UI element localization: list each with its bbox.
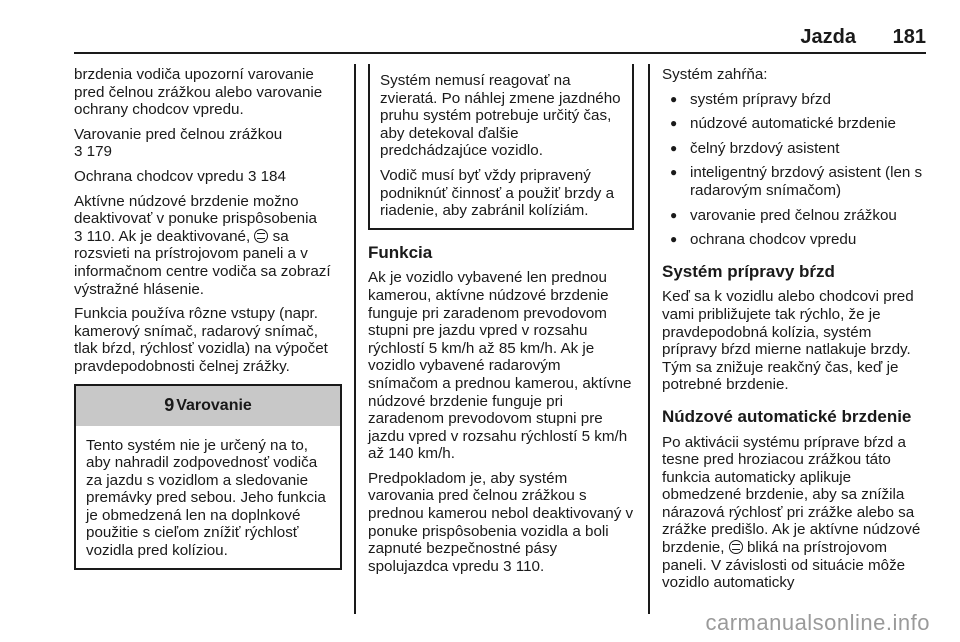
list-item: ● varovanie pred čelnou zrážkou: [662, 207, 930, 225]
column-1: [74, 66, 342, 570]
column-2: [368, 66, 634, 582]
warning-continuation-box: [368, 64, 634, 230]
paragraph: brzdenia vodiča upozorní varovanie pred čelnou zrážkou alebo varovanie ochrany chodcov vpredu.: [74, 66, 323, 119]
text: Ak je deaktivované,: [115, 227, 251, 245]
header-rule: [74, 52, 926, 54]
paragraph: Vodič musí byť vždy pripravený podniknúť činnosť a použiť brzdy a riadenie, aby zabránil kolíziám.: [380, 166, 615, 220]
section-heading: Núdzové automatické brzdenie: [662, 406, 912, 426]
warning-triangle-icon: 9: [164, 394, 175, 415]
collision-warning-icon: [729, 540, 743, 554]
collision-warning-icon: [254, 229, 268, 243]
paragraph: [662, 434, 930, 592]
page-ref-link[interactable]: 3 179: [74, 143, 113, 161]
paragraph: [74, 193, 342, 299]
watermark: carmanualsonline.info: [705, 610, 930, 635]
page-number: 181: [892, 26, 926, 48]
warning-box: [74, 384, 342, 570]
list-item: ● núdzové automatické brzdenie: [662, 115, 930, 133]
paragraph: [368, 470, 634, 576]
list-item: ● inteligentný brzdový asistent (len s radarovým snímačom): [662, 164, 930, 199]
page-ref-link[interactable]: 3 110.: [74, 227, 116, 245]
page-header: [74, 26, 926, 50]
section-title: Jazda: [800, 26, 856, 48]
text: Predpokladom je, aby systém varovania pred čelnou zrážkou s prednou kamerou nebol deaktivovaný v ponuke prispôsobenia vozidla a boli zapnuté bezpečnostné pásy spolujazdca vpredu: [368, 469, 634, 575]
page-ref-link[interactable]: 3 184: [247, 167, 286, 185]
paragraph: Funkcia používa rôzne vstupy (napr. kamerový snímač, radarový snímač, tlak bŕzd, rýchlosť vozidla) na výpočet pravdepodobnosti čelnej zrážky.: [74, 305, 328, 375]
column-divider-1: [354, 64, 356, 614]
paragraph: [74, 126, 342, 161]
text: Aktívne núdzové brzdenie možno deaktivovať v ponuke prispôsobenia: [74, 192, 317, 228]
paragraph: Systém zahŕňa:: [662, 66, 768, 83]
text: sa rozsvieti na prístrojovom paneli a v informačnom centre vodiča sa zobrazí výstražné hlásenie.: [74, 227, 331, 298]
bullet-list: [662, 91, 930, 249]
list-item: ● čelný brzdový asistent: [662, 140, 930, 158]
page-ref-link[interactable]: 3 110.: [503, 557, 545, 575]
paragraph: Systém nemusí reagovať na zvieratá. Po náhlej zmene jazdného pruhu systém potrebuje určitý čas, aby detekoval ďalšie predchádzajúce vozidlo.: [380, 72, 621, 160]
text: Po aktivácii systému príprave bŕzd a tesne pred hroziacou zrážkou táto funkcia automaticky aplikuje obmedzené brzdenie, aby sa znížila nárazová rýchlosť pri zrážke alebo sa zrážke predišlo. Ak je aktívne núdzové brzdenie,: [662, 433, 921, 557]
list-item: ● systém prípravy bŕzd: [662, 91, 930, 109]
paragraph: [74, 168, 342, 186]
column-divider-2: [648, 64, 650, 614]
ref-text: Ochrana chodcov vpredu: [74, 167, 244, 185]
section-heading: Funkcia: [368, 242, 433, 262]
paragraph: Keď sa k vozidlu alebo chodcovi pred vami približujete tak rýchlo, že je pravdepodobná kolízia, systém prípravy bŕzd mierne natlakuje brzdy. Tým sa znižuje reakčný čas, keď je potrebné brzdenie.: [662, 288, 914, 394]
section-heading: Systém prípravy bŕzd: [662, 261, 835, 281]
ref-text: Varovanie pred čelnou zrážkou: [74, 125, 283, 143]
paragraph: Ak je vozidlo vybavené len prednou kamerou, aktívne núdzové brzdenie funguje pri zaradenom prevodovom stupni pre jazdu vpred v rozsahu rýchlostí 5 km/h až 85 km/h. Ak je vozidlo vybavené radarovým snímačom a prednou kamerou, aktívne núdzové brzdenie funguje pri zaradenom prevodovom stupni pre jazdu vpred v rozsahu rýchlostí 5 km/h až 140 km/h.: [368, 269, 632, 463]
text: bliká na prístrojovom paneli. V závislosti od situácie môže vozidlo automaticky: [662, 539, 906, 592]
warning-header: [76, 384, 340, 426]
list-item: ● ochrana chodcov vpredu: [662, 231, 930, 249]
column-3: [662, 66, 930, 599]
warning-text: Tento systém nie je určený na to, aby nahradil zodpovednosť vodiča za jazdu s vozidlom a sledovanie premávky pred sebou. Jeho funkcia je obmedzená len na doplnkové použitie s cieľom znížiť rýchlosť vozidla pred kolíziou.: [86, 436, 326, 560]
warning-title: Varovanie: [176, 396, 252, 414]
